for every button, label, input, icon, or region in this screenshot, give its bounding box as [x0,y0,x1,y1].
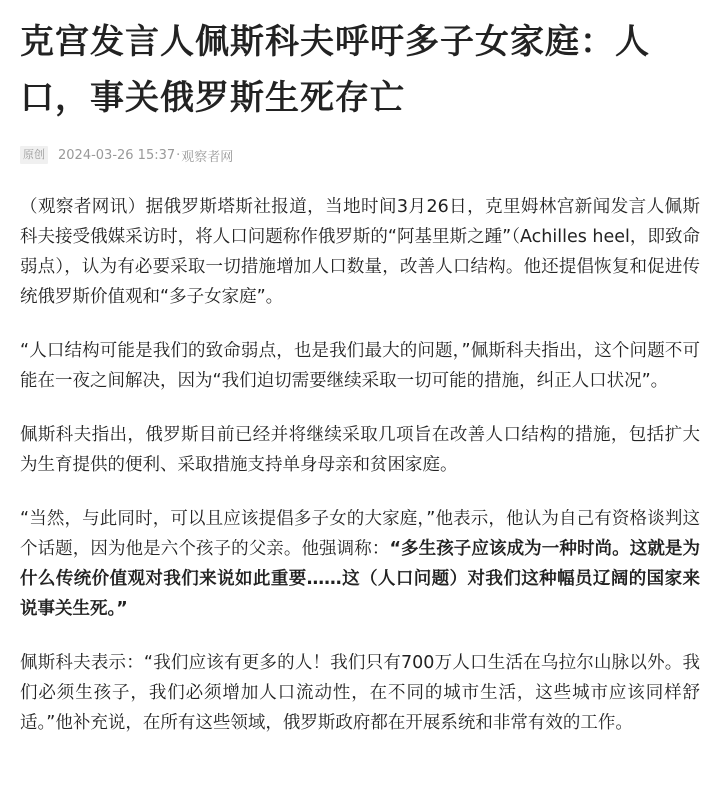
article-meta [20,144,700,166]
article-body [20,192,700,738]
paragraph-4 [20,504,700,624]
publish-date: 2024-03-26 15:37 [58,147,176,163]
source-name: 观察者网 [181,149,234,165]
paragraph-2: “人口结构可能是我们的致命弱点，也是我们最大的问题，”佩斯科夫指出，这个问题不可能在一夜之间解决，因为“我们迫切需要继续采取一切可能的措施，纠正人口状况”。 [20,341,700,391]
article-title: 克宫发言人佩斯科夫呼吁多子女家庭：人口，事关俄罗斯生死存亡 [20,22,650,118]
paragraph-1: （观察者网讯）据俄罗斯塔斯社报道，当地时间3月26日，克里姆林宫新闻发言人佩斯科夫接受俄媒采访时，将人口问题称作俄罗斯的“阿基里斯之踵”（Achilles heel，即致命弱点），认为有必要采取一切措施增加人口数量，改善人口结构。他还提倡恢复和促进传统俄罗斯价值观和“多子女家庭”。 [20,197,700,307]
article [20,14,700,762]
paragraph-5: 佩斯科夫表示：“我们应该有更多的人！我们只有700万人口生活在乌拉尔山脉以外。我们必须生孩子，我们必须增加人口流动性，在不同的城市生活，这些城市应该同样舒适。”他补充说，在所有这些领域，俄罗斯政府都在开展系统和非常有效的工作。 [20,653,700,733]
paragraph-4-emphasis: “多生孩子应该成为一种时尚。这就是为什么传统价值观对我们来说如此重要……这（人口问题）对我们这种幅员辽阔的国家来说事关生死。” [20,539,700,619]
paragraph-4-text: “当然，与此同时，可以且应该提倡多子女的大家庭，”他表示，他认为自己有资格谈判这个话题，因为他是六个孩子的父亲。他强调称： [20,509,700,559]
original-badge: 原创 [20,146,48,164]
meta-separator: · [176,147,181,163]
paragraph-3: 佩斯科夫指出，俄罗斯目前已经并将继续采取几项旨在改善人口结构的措施，包括扩大为生育提供的便利、采取措施支持单身母亲和贫困家庭。 [20,425,700,475]
